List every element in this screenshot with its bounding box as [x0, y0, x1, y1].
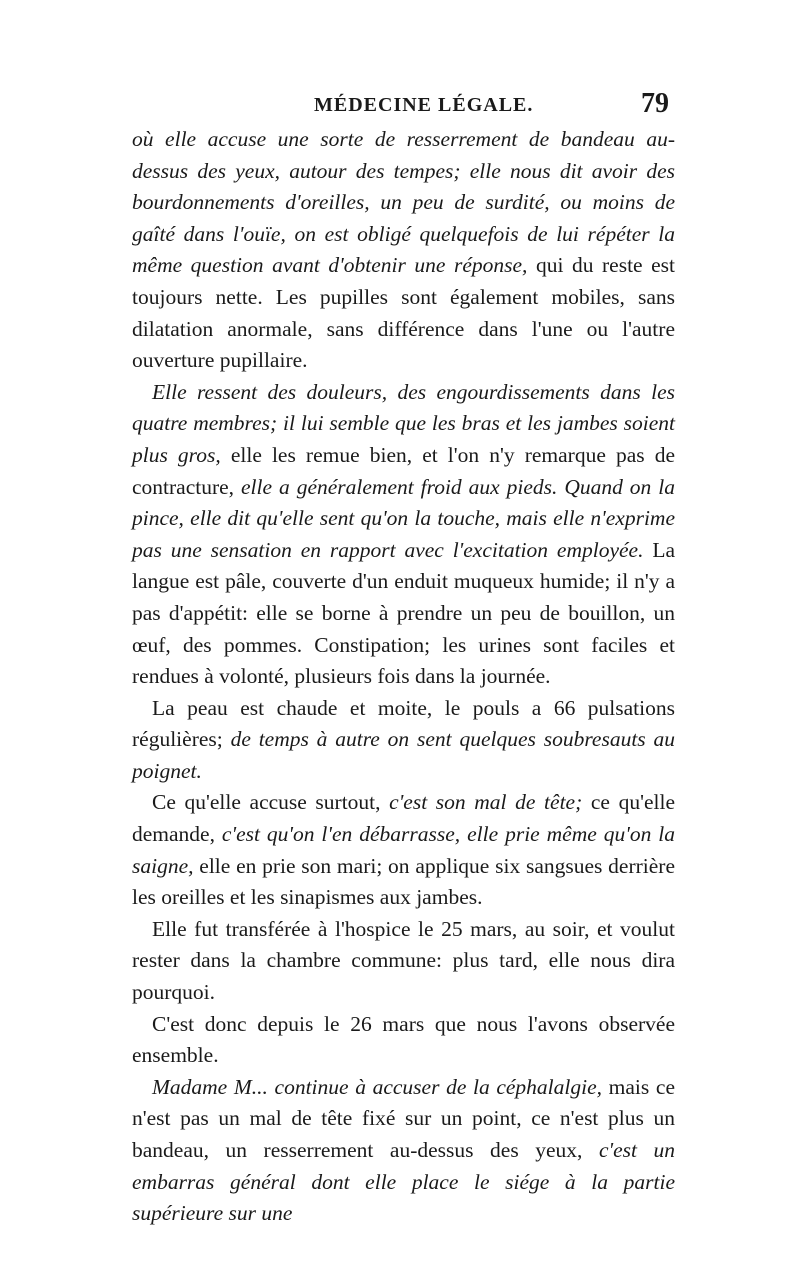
italic-run: elle a généralement froid aux pieds. Quand on la pince, elle dit qu'elle sent qu'on la touche, mais elle n'exprime pas une sensation en rapport avec l'excitation employée. — [132, 474, 675, 562]
page-header — [0, 88, 800, 128]
paragraph — [132, 787, 675, 913]
italic-run: où elle accuse une sorte de resserrement de bandeau au-dessus des yeux, autour des tempes; elle nous dit avoir des bourdonnements d'oreilles, un peu de surdité, ou moins de gaîté dans l'ouïe, on est obligé quelquefois de lui répéter la même question avant d'obtenir une réponse, — [132, 127, 675, 278]
page-number: 79 — [641, 88, 669, 119]
paragraph — [132, 914, 675, 1009]
italic-run: Elle ressent des douleurs, des engourdissements dans les quatre membres; il lui semble que les bras et les jambes soient plus gros, — [132, 379, 675, 467]
italic-run: c'est son mal de tête; — [389, 790, 583, 815]
text-run: elle en prie son mari; on applique six sangsues derrière les oreilles et les sinapismes aux jambes. — [132, 853, 675, 910]
paragraph — [132, 124, 675, 377]
paragraph — [132, 693, 675, 788]
italic-run: de temps à autre on sent quelques soubresauts au poignet. — [132, 727, 675, 783]
body-text — [132, 124, 675, 1230]
running-title: MÉDECINE LÉGALE. — [314, 94, 534, 116]
italic-run: Madame M... continue à accuser de la céphalalgie, — [152, 1074, 603, 1099]
paragraph — [132, 1009, 675, 1072]
text-run: ce qu'elle demande, — [132, 790, 675, 847]
italic-run: c'est un embarras général dont elle place le siége à la partie supérieure sur une — [132, 1138, 675, 1226]
paragraph — [132, 1072, 675, 1230]
italic-run: c'est qu'on l'en débarrasse, elle prie même qu'on la saigne, — [132, 822, 675, 878]
text-run: La langue est pâle, couverte d'un enduit muqueux humide; il n'y a pas d'appétit: elle se borne à prendre un peu de bouillon, un œuf, des pommes. Constipation; les urines sont faciles et rendues à volonté, plusieurs fois dans la journée. — [132, 537, 675, 689]
paragraph — [132, 377, 675, 693]
text-run: qui du reste est toujours nette. Les pupilles sont également mobiles, sans dilatation anormale, sans différence dans l'une ou l'autre ouverture pupillaire. — [132, 253, 676, 373]
text-run: Elle fut transférée à l'hospice le 25 mars, au soir, et voulut rester dans la chambre commune: plus tard, elle nous dira pourquoi. — [132, 916, 675, 1005]
text-run: mais ce n'est pas un mal de tête fixé sur un point, ce n'est plus un bandeau, un resserrement au-dessus des yeux, — [132, 1074, 675, 1162]
text-run: Ce qu'elle accuse surtout, — [152, 790, 390, 815]
text-run: La peau est chaude et moite, le pouls a 66 pulsations régulières; — [132, 695, 675, 752]
text-run: elle les remue bien, et l'on n'y remarque pas de contracture, — [132, 442, 676, 499]
text-run: C'est donc depuis le 26 mars que nous l'avons observée ensemble. — [132, 1011, 675, 1068]
